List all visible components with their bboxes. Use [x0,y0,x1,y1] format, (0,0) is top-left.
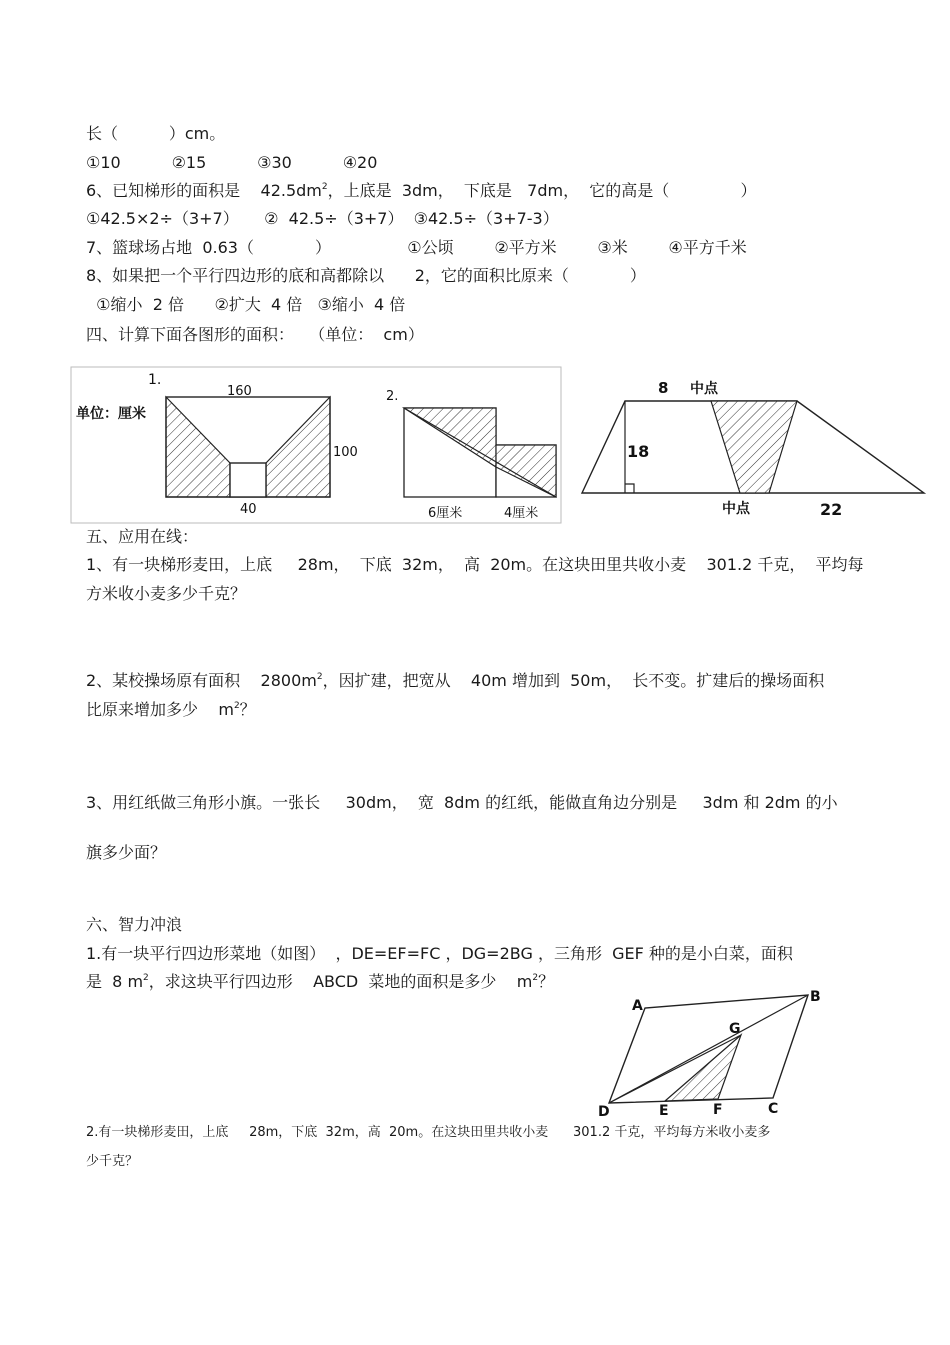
fig4-label-D: D [598,1104,610,1120]
fig3-bottom-midpoint-label: 中点 [722,501,750,517]
fig1-top-label: 160 [227,384,252,399]
fig1-number: 1. [148,372,162,388]
fig3-shaded-region [711,401,797,493]
fig2-right-label: 4厘米 [504,506,539,521]
app-q2-text-c: 比原来增加多少 m [86,700,234,719]
section-4-heading: 四、计算下面各图形的面积： （单位： cm） [86,325,424,344]
fig1-unit-label: 单位：厘米 [76,406,146,422]
puzzle-q2-line2: 少千克？ [86,1154,139,1169]
app-q2-sup: 2 [316,672,323,682]
puzzle-q1-line1: 1.有一块平行四边形菜地（如图） ，DE=EF=FC ，DG=2BG ，三角形 GEF 种的是小白菜，面积 [86,944,793,963]
fig4-label-C: C [768,1101,779,1117]
puzzle-q1-line2 [86,972,554,992]
app-q2-line1 [86,671,824,691]
puzzle-q2-line1: 2.有一块梯形麦田，上底 28m，下底 32m，高 20m。在这块田里共收小麦 301.2 千克，平均每方米收小麦多 [86,1125,771,1140]
q5-options: ①10 ②15 ③30 ④20 [86,153,378,172]
q8-stem: 8、如果把一个平行四边形的底和高都除以 2，它的面积比原来（ ） [86,266,646,285]
fig3-top-label: 8 [658,379,669,397]
fig3-top-midpoint-label: 中点 [690,381,718,397]
fig4-label-B: B [810,989,821,1005]
puzzle-q1-text-b: ，求这块平行四边形 ABCD 菜地的面积是多少 m [148,972,533,991]
figure-2 [386,389,556,521]
app-q1-line1: 1、有一块梯形麦田，上底 28m， 下底 32m， 高 20m。在这块田里共收小麦 301.2 千克， 平均每 [86,555,864,574]
section-5-heading: 五、应用在线： [86,527,199,546]
fig1-right-label: 100 [333,445,358,460]
fig1-inner-square [230,463,266,497]
fig1-left-shaded [166,397,230,497]
app-q2-sup2: 2 [233,701,240,711]
q6-options: ①42.5×2÷（3+7） ② 42.5÷（3+7） ③42.5÷（3+7-3） [86,209,559,228]
fig4-label-G: G [729,1021,741,1037]
fig4-label-F: F [713,1102,723,1118]
fig1-bottom-label: 40 [240,502,257,517]
app-q3-line1: 3、用红纸做三角形小旗。一张长 30dm， 宽 8dm 的红纸，能做直角边分别是 3dm 和 2dm 的小 [86,793,838,812]
app-q2-text-a: 2、某校操场原有面积 2800m [86,671,317,690]
fig4-label-A: A [632,998,643,1014]
fig3-height-label: 18 [627,442,650,461]
app-q3-line2: 旗多少面？ [86,843,167,862]
figure-1 [76,372,358,517]
figure-4 [598,989,821,1120]
app-q2-text-b: ，因扩建，把宽从 40m 增加到 50m， 长不变。扩建后的操场面积 [322,671,825,690]
fig2-number: 2. [386,389,399,404]
section-6-heading: 六、智力冲浪 [86,915,183,934]
puzzle-q1-sup2: 2 [532,973,539,983]
q6-text-a: 6、已知梯形的面积是 42.5dm [86,181,322,200]
puzzle-q1-sup: 2 [143,973,149,983]
fig3-right-angle-mark [625,484,634,493]
puzzle-q1-text-c: ？ [538,972,555,991]
fig4-label-E: E [659,1103,669,1119]
q8-options: ①缩小 2 倍 ②扩大 4 倍 ③缩小 4 倍 [86,295,406,314]
fig3-bottom-label: 22 [820,500,843,519]
app-q2-text-d: ？ [239,700,256,719]
fig1-right-shaded [266,397,330,497]
fig2-left-label: 6厘米 [428,506,463,521]
q6-text-b: ，上底是 3dm， 下底是 7dm， 它的高是（ ） [327,181,757,200]
q5-continuation: 长（ ）cm。 [86,124,226,143]
figure-3 [582,379,924,519]
q6-sup: 2 [321,182,328,192]
app-q1-line2: 方米收小麦多少千克？ [86,584,247,603]
app-q2-line2 [86,700,256,720]
q7-stem: 7、篮球场占地 0.63（ ） ①公顷 ②平方米 ③米 ④平方千米 [86,238,747,257]
puzzle-q1-text-a: 是 8 m [86,972,144,991]
